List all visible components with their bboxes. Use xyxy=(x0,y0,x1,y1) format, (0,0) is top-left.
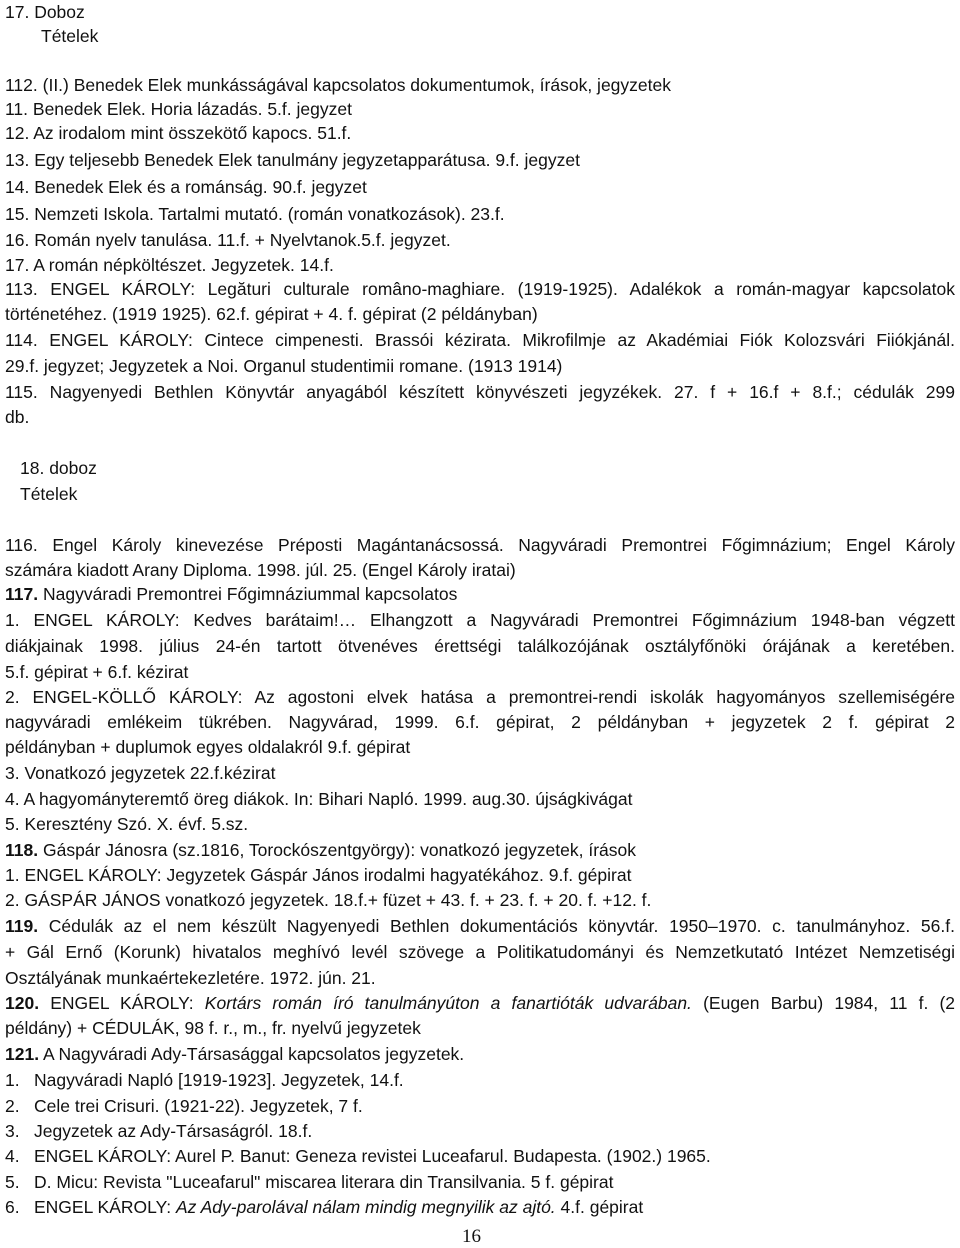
item-line xyxy=(5,838,636,862)
item-line: 1. ENGEL KÁROLY: Jegyzetek Gáspár János irodalmi hagyatékához. 9.f. gépirat xyxy=(5,865,632,885)
page-number: 16 xyxy=(462,1226,481,1247)
item-line: példány) + CÉDULÁK, 98 f. r., m., fr. nyelvű jegyzetek xyxy=(5,1018,421,1038)
list-number: 5. xyxy=(5,1172,20,1192)
item-text: ENGEL KÁROLY: xyxy=(50,993,205,1013)
list-item: D. Micu: Revista "Luceafarul" miscarea literara din Transilvania. 5 f. gépirat xyxy=(34,1172,614,1192)
item-text: ENGEL KÁROLY: xyxy=(34,1197,176,1217)
list-item: Cele trei Crisuri. (1921-22). Jegyzetek, 7 f. xyxy=(34,1096,363,1116)
list-number: 4. xyxy=(5,1146,20,1166)
item-line: 12. Az irodalom mint összekötő kapocs. 51.f. xyxy=(5,123,352,143)
item-line xyxy=(5,1042,464,1066)
item-line: példányban + duplumok egyes oldalakról 9.f. gépirat xyxy=(5,737,411,757)
box-18-subtitle: Tételek xyxy=(20,484,78,504)
item-line: 29.f. jegyzet; Jegyzetek a Noi. Organul studentimii romane. (1913 1914) xyxy=(5,356,563,376)
item-text: A Nagyváradi Ady-Társasággal kapcsolatos jegyzetek. xyxy=(42,1044,465,1064)
item-text: 4.f. gépirat xyxy=(555,1197,644,1217)
item-line: 14. Benedek Elek és a románság. 90.f. jegyzet xyxy=(5,177,367,197)
item-line: 17. A román népköltészet. Jegyzetek. 14.f. xyxy=(5,255,334,275)
item-line: 116. Engel Károly kinevezése Préposti Magántanácsossá. Nagyváradi Premontrei Főgimnázium; Engel Károly xyxy=(5,535,955,555)
item-line: 11. Benedek Elek. Horia lázadás. 5.f. jegyzet xyxy=(5,99,352,119)
item-line: 112. (II.) Benedek Elek munkásságával kapcsolatos dokumentumok, írások, jegyzetek xyxy=(5,75,671,95)
item-number: 121. xyxy=(5,1044,40,1064)
list-number: 1. xyxy=(5,1070,20,1090)
item-number: 119. xyxy=(5,916,39,936)
item-line: 3. Vonatkozó jegyzetek 22.f.kézirat xyxy=(5,763,276,783)
item-line: 2. ENGEL-KÖLLŐ KÁROLY: Az agostoni elvek hatása a premontrei-rendi iskolák hagyományos szellemiségére xyxy=(5,687,955,707)
list-number: 2. xyxy=(5,1096,20,1116)
item-line: diákjainak 1998. július 24-én tartott ötvenéves érettségi találkozójának osztályfőnöki órájának a keretében. xyxy=(5,636,955,656)
box-17-title: 17. Doboz xyxy=(5,2,85,22)
item-number: 117. xyxy=(5,584,39,604)
item-line: 1. ENGEL KÁROLY: Kedves barátaim!… Elhangzott a Nagyváradi Premontrei Főgimnázium 1948-ban végzett xyxy=(5,610,955,630)
item-line: 4. A hagyományteremtő öreg diákok. In: Bihari Napló. 1999. aug.30. újságkivágat xyxy=(5,789,633,809)
item-line: 15. Nemzeti Iskola. Tartalmi mutató. (román vonatkozások). 23.f. xyxy=(5,204,505,224)
item-line: 16. Román nyelv tanulása. 11.f. + Nyelvtanok.5.f. jegyzet. xyxy=(5,230,451,250)
item-text: Gáspár Jánosra (sz.1816, Torockószentgyörgy): vonatkozó jegyzetek, írások xyxy=(42,840,637,860)
item-line: számára kiadott Arany Diploma. 1998. júl. 25. (Engel Károly iratai) xyxy=(5,560,516,580)
item-line: 5.f. gépirat + 6.f. kézirat xyxy=(5,662,189,682)
item-text: (Eugen Barbu) 1984, 11 f. (2 xyxy=(691,993,956,1013)
list-item xyxy=(34,1195,643,1219)
item-line: 113. ENGEL KÁROLY: Legături culturale româno-maghiare. (1919-1925). Adalékok a román-magyar kapcsolatok xyxy=(5,279,955,299)
item-number: 118. xyxy=(5,840,39,860)
item-line: 114. ENGEL KÁROLY: Cintece cimpenesti. Brassói kézirata. Mikrofilmje az Akadémiai Fiók Kolozsvári Fiiókjánál. xyxy=(5,330,955,350)
list-item: Jegyzetek az Ady-Társaságról. 18.f. xyxy=(34,1121,313,1141)
list-number: 6. xyxy=(5,1197,20,1217)
item-number: 120. xyxy=(5,993,40,1013)
list-item: Nagyváradi Napló [1919-1923]. Jegyzetek, 14.f. xyxy=(34,1070,404,1090)
item-line: + Gál Ernő (Korunk) hivatalos meghívó levél szövege a Politikatudományi és Nemzetkutató Intézet Nemzetiségi xyxy=(5,942,955,962)
item-line: 115. Nagyenyedi Bethlen Könyvtár anyagából készített könyvészeti jegyzékek. 27. f + 16.f + 8.f.; cédulák 299 xyxy=(5,382,955,402)
item-line xyxy=(5,582,457,606)
list-number: 3. xyxy=(5,1121,20,1141)
item-line xyxy=(5,991,955,1015)
box-18-title: 18. doboz xyxy=(20,458,97,478)
item-line: Osztályának munkaértekezletére. 1972. jún. 21. xyxy=(5,968,376,988)
item-text: Cédulák az el nem készült Nagyenyedi Bethlen dokumentációs könyvtár. 1950–1970. c. tanulmányhoz. 56.f. xyxy=(48,916,955,936)
item-title-italic: Kortárs román író tanulmányúton a fanartióták udvarában. xyxy=(204,993,692,1013)
box-17-subtitle: Tételek xyxy=(41,26,99,46)
item-line: nagyváradi emlékeim tükrében. Nagyvárad, 1999. 6.f. gépirat, 2 példányban + jegyzetek 2 f. gépirat 2 xyxy=(5,712,955,732)
item-text: Nagyváradi Premontrei Főgimnáziummal kapcsolatos xyxy=(42,584,458,604)
item-line xyxy=(5,914,955,938)
item-title-italic: Az Ady-parolával nálam mindig megnyilik az ajtó. xyxy=(176,1197,556,1217)
item-line: 13. Egy teljesebb Benedek Elek tanulmány jegyzetapparátusa. 9.f. jegyzet xyxy=(5,150,580,170)
item-line: történetéhez. (1919 1925). 62.f. gépirat + 4. f. gépirat (2 példányban) xyxy=(5,304,538,324)
list-item: ENGEL KÁROLY: Aurel P. Banut: Geneza revistei Luceafarul. Budapesta. (1902.) 1965. xyxy=(34,1146,711,1166)
item-line: db. xyxy=(5,407,30,427)
item-line: 5. Keresztény Szó. X. évf. 5.sz. xyxy=(5,814,249,834)
item-line: 2. GÁSPÁR JÁNOS vonatkozó jegyzetek. 18.f.+ füzet + 43. f. + 23. f. + 20. f. +12. f. xyxy=(5,890,652,910)
